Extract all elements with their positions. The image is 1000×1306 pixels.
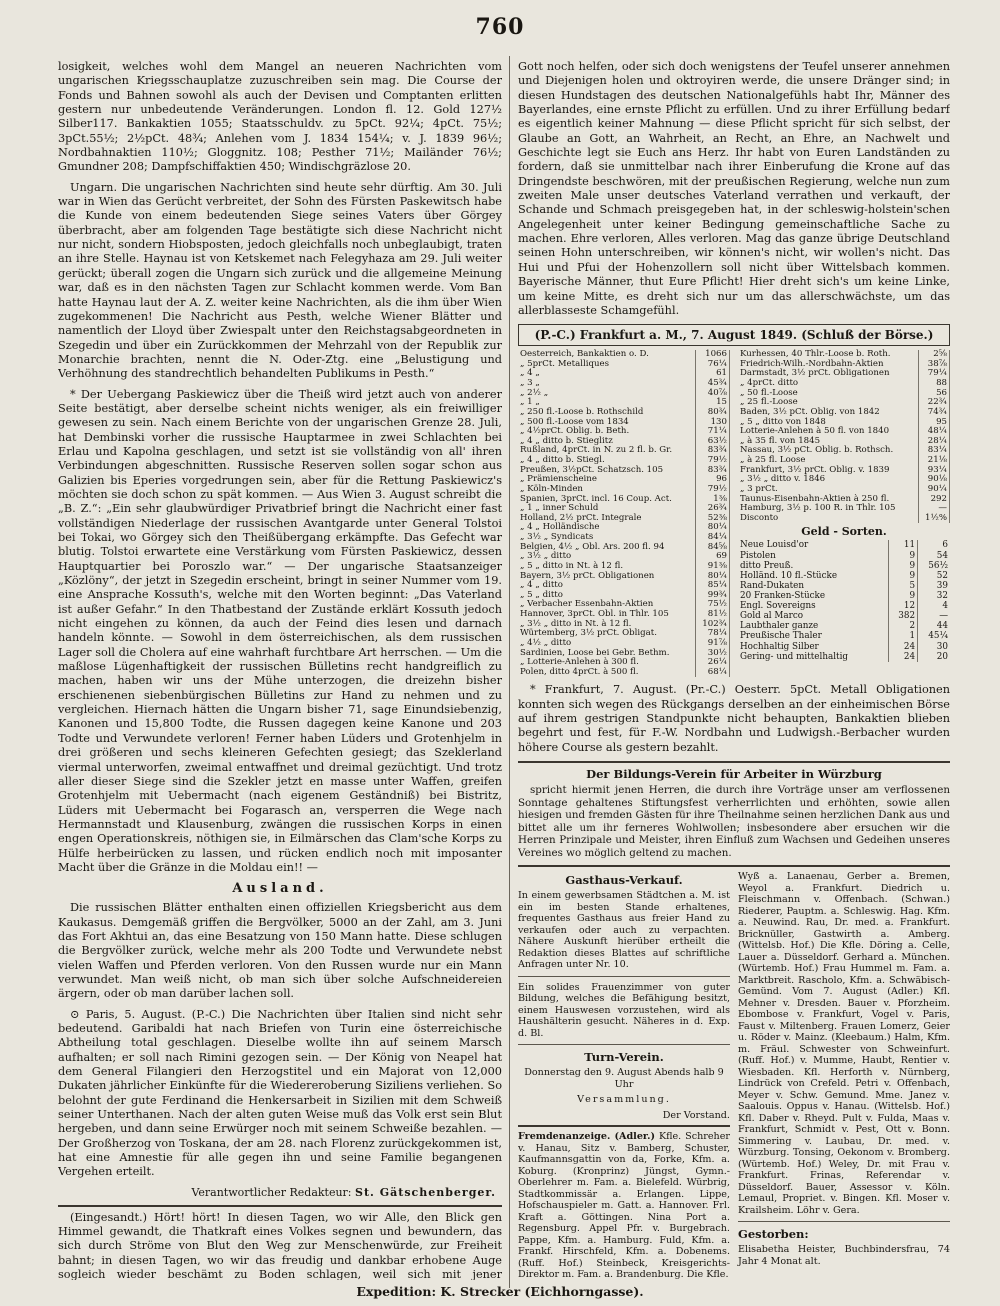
- geld-value: 56½: [918, 561, 950, 571]
- boerse-left-value: 40⅞: [696, 389, 730, 399]
- article-frankfurt-markets: * Frankfurt, 7. August. (Pr.-C.) Oesterr. 5pCt. Metall Obligationen konnten sich wegen des Rückgangs derselben an der einheimischen Börse auf ihrem gestrigen Standpunkte nicht behaupten, Bankaktien blieben begehrt und fest, für F.-W. Nordbahn und Ludwigsh.-Berbacher wurden höhere Course als gestern bezahlt.: [518, 683, 950, 754]
- rule: [518, 1044, 730, 1045]
- boerse-right-label: „ à 25 fl. Loose: [740, 455, 806, 466]
- boerse-right-value: 90⅛: [919, 475, 950, 485]
- geld-value: 382: [888, 611, 917, 621]
- boerse-right-value: 21⅛: [919, 456, 950, 466]
- editor-label: Verantwortlicher Redakteur:: [191, 1185, 352, 1199]
- boerse-left-label: „ 4½prCt. Oblig. b. Beth.: [520, 426, 630, 437]
- geld-value: 9: [888, 591, 917, 601]
- boerse-left-value: 91⅜: [696, 562, 730, 572]
- boerse-left-label: „ 1 „ inner Schuld: [520, 503, 599, 514]
- section-heading-ausland: Ausland.: [232, 881, 328, 897]
- geld-label: Laubthaler ganze: [740, 621, 819, 632]
- ad-haushaelterin-text: Ein solides Frauenzimmer von guter Bildung, welches die Befähigung besitzt, einem Hauswesen vorzustehen, wird als Haushälterin gesucht. Näheres in d. Exp. d. Bl.: [518, 981, 730, 1039]
- boerse-right-label: Disconto: [740, 512, 779, 523]
- article-eingesandt: (Eingesandt.) Hört! hört! In diesen Tagen, wo wir Alle, den Blick gen Himmel gewandt, die Thatkraft eines Volkes segnen und bewundern, das sich durch Ströme von Blut den Weg zur Menschenwürde, zur Freiheit bahnt; in diesen Tagen, wo wir das freudig und dankbar erhobene Auge sogleich wieder beschämt zu Boden schlagen, weil sich mit jener: [58, 1210, 502, 1280]
- boerse-right-label: „ 4prCt. ditto: [740, 378, 799, 389]
- boerse-left-value: 81½: [696, 610, 730, 620]
- boerse-left-label: „ 3½ „ Syndicats: [520, 532, 594, 543]
- boerse-left-value: 45¾: [696, 379, 730, 389]
- boerse-left-value: 76¼: [696, 360, 730, 370]
- article-kaukasus: Die russischen Blätter enthalten einen offiziellen Kriegsbericht aus dem Kaukasus. Demgemäß griffen die Bergvölker, 5000 an der Zahl, am 3. Juni das Fort Akhtui an, das eine Besatzung von 150 Mann hatte. Diese schlugen die Bergvölker zurück, welche mehr als 200 Todte und Verwundete nebst vielen Waffen und Pferden verloren. Von den Russen wurde nur ein Mann verwundet. Man weiß nicht, ob man sich über solche Aufschneidereien ärgern, oder ob man darüber lachen soll.: [58, 901, 502, 1001]
- boerse-right-label: Nassau, 3½ pCt. Oblig. b. Rothsch.: [740, 445, 894, 456]
- article-paskiewicz: * Der Uebergang Paskiewicz über die Theiß wird jetzt auch von anderer Seite bestätigt, aber derselbe scheint nichts weniger, als ein freiwilliger gewesen zu sein. Nach einem Berichte von der ungarischen Grenze 28. Juli, hat Dembinski vorher die russische Hauptarmee in zwei Schlachten bei Erlau und Kapolna geschlagen, und setzt ist sie vollständig von all' ihren Verbindungen abgeschnitten. Russische Reserven sollen sogar schon aus Galizien bis Eperies vorgedrungen sein, aber für die Rettung Paskiewicz's möchten sie doch schon zu spät kommen. — Aus Wien 3. August schreibt die „B. Z.“: „Ein sehr glaubwürdiger Privatbrief bringt die Nachricht einer fast vollständigen Niederlage der russischen Avantgarde unter General Tolstoi bei Tokai, wo Görgey sich den Theißübergang erkämpfte. Das Gefecht war blutig. Tolstoi erwartete eine Verstärkung vom Fürsten Paskiewicz, dessen Hauptquartier bei Poroszlo war.“ — Der ungarische Staatsanzeiger „Közlöny“, der jetzt in Szegedin erscheint, bringt in seiner Nummer vom 19. eine Ansprache Kossuth's, welche mit den Worten beginnt: „Das Vaterland ist außer Gefahr.“ In den Thatbestand der Zustände erklärt Kossuth jedoch nicht eingehen zu können, da auch der Feind dies lesen und darnach handeln könnte. — Sowohl in dem österreichischen, als dem russischen Lager soll die Cholera auf eine wahrhaft furchtbare Art herrschen. — Um die maßlose Lügenhaftigkeit der russischen Bülletins recht handgreiflich zu machen, haben wir uns der Mühe unterzogen, die dreizehn bisher erschienenen siebenbürgischen Bülletins zur Hand zu nehmen und zu vergleichen. Hiernach hätten die Ungarn bisher 71, sage Einundsiebenzig, Kanonen und 15,800 Todte, die Russen dagegen keine Kanone und 203 Todte und Verwundete verloren! Ferner haben Lüders und Grotenhjelm in drei größeren und sechs kleineren Gefechten gesiegt; das Szeklerland viermal unterworfen, zweimal entwaffnet und dreimal gezüchtigt. Und trotz aller dieser Siege sind die Szekler jetzt en masse unter Waffen, greifen Grotenhjelm mit Uebermacht (nach eigenem Geständniß) bei Bistritz, Lüders mit Uebermacht bei Fogarasch an, versperren die Wege nach Hermannstadt und Klausenburg, zwängen die russischen Korps in einen engen Operationskreis, nöthigen sie, in Eilmärschen das Clam'sche Korps zu Hülfe herbeirücken zu lassen, und rücken endlich noch mit imposanter Macht über die Gränze in die Moldau ein!! —: [58, 387, 502, 874]
- geld-row: [738, 652, 950, 662]
- boerse-left-label: Belgien, 4½ „ Obl. Ars. 200 fl. 94: [520, 541, 665, 552]
- boerse-right-value: —: [919, 504, 950, 514]
- boerse-table-left: [518, 350, 730, 677]
- boerse-left-label: „ 3½ „ ditto: [520, 551, 572, 562]
- boerse-left-value: 26¼: [696, 658, 730, 668]
- rule: [58, 1205, 502, 1207]
- ad-gasthaus-title: Gasthaus-Verkauf.: [565, 873, 683, 888]
- geld-value: 39: [918, 581, 950, 591]
- geld-label: Holländ. 10 fl.-Stücke: [740, 570, 838, 581]
- boerse-left-label: „ 5 „ ditto in Nt. à 12 fl.: [520, 560, 624, 571]
- ad-bildungsverein-title: Der Bildungs-Verein für Arbeiter in Würzburg: [586, 767, 882, 782]
- boerse-right-value: 83¼: [919, 446, 950, 456]
- geld-label: Rand-Dukaten: [740, 580, 805, 591]
- article-fonds: losigkeit, welches wohl dem Mangel an neueren Nachrichten vom ungarischen Kriegsschauplatze zuzuschreiben sein mag. Die Course der Fonds und Bahnen sowohl als auch der Devisen und Comptanten erlitten gestern nur unbedeutende Veränderungen. London fl. 12. Gold 127½ Silber117. Bankaktien 1055; Staatsschuldv. zu 5pCt. 92¼; 4pCt. 75½; 3pCt.55½; 2½pCt. 48¾; Anlehen vom J. 1834 154¼; v. J. 1839 96½; Nordbahnaktien 110½; Gloggnitz. 108; Pesther 71½; Mailänder 76½; Gmundner 208; Dampfschiffaktien 450; Windischgräzlose 20.: [58, 60, 502, 174]
- boerse-right-value: 79¼: [919, 369, 950, 379]
- boerse-left-label: Spanien, 3prCt. incl. 16 Coup. Act.: [520, 493, 672, 504]
- boerse-left-row: [518, 360, 730, 370]
- boerse-right-value: 48¼: [919, 427, 950, 437]
- deaths-title: Gestorben:: [738, 1227, 809, 1242]
- geld-row: [738, 642, 950, 652]
- geld-value: 12: [888, 601, 917, 611]
- ad-turnverein-text2: Versammlung.: [577, 1094, 671, 1106]
- boerse-left-value: 71¼: [696, 427, 730, 437]
- boerse-left-value: 85¼: [696, 581, 730, 591]
- boerse-left-value: 1⅜: [696, 495, 730, 505]
- geld-value: 9: [888, 571, 917, 581]
- left-column: [58, 60, 502, 1280]
- geld-value: 4: [918, 601, 950, 611]
- boerse-left-value: 79½: [696, 456, 730, 466]
- geld-value: 24: [888, 642, 917, 652]
- boerse-right-value: 2⅝: [919, 350, 950, 360]
- boerse-right-label: Darmstadt, 3½ prCt. Obligationen: [740, 368, 890, 379]
- editor-line: [58, 1186, 496, 1199]
- boerse-left-label: „ 4½ „ ditto: [520, 637, 572, 648]
- page-number: 760: [475, 14, 525, 40]
- boerse-left-label: „ Köln-Minden: [520, 483, 583, 494]
- boerse-left-value: 30½: [696, 649, 730, 659]
- ad-turnverein-sign: Der Vorstand.: [662, 1109, 730, 1121]
- boerse-left-value: 69: [696, 552, 730, 562]
- boerse-right-row: [738, 514, 950, 524]
- ad-bildungsverein-text: spricht hiermit jenen Herren, die durch ihre Vorträge unser am verflossenen Sonntage gehaltenes Stiftungsfest verherrlichten und erhöhten, sowie allen hiesigen und fremden Gästen für ihre Theilnahme seinen herzlichen Dank aus und bittet alle um ihr ferneres Wohlwollen; insbesondere aber ersuchen wir die Herren Prinzipale und Meister, ihren Einfluß zum Wachsen und Gedeihen unseres Vereines wo möglich geltend zu machen.: [518, 784, 950, 859]
- geld-row: [738, 601, 950, 611]
- boerse-left-row: [518, 389, 730, 399]
- geld-value: 52: [918, 571, 950, 581]
- article-eingesandt-cont: Gott noch helfen, oder sich doch wenigstens der Teufel unserer annehmen und Diejenigen holen und oktroyiren werde, die unsere Dränger sind; in diesen Hundstagen des deutschen Nationalgefühls habt Ihr, Männer des Bayerlandes, eine ernste Pflicht zu erfüllen. Und zu ihrer Erfüllung bedarf es eigentlich keiner Mahnung — diese Pflicht spricht für sich selbst, der Glaube an Gott, an Wahrheit, an Recht, an Ehre, an Nachwelt und Geschichte legt sie Euch ans Herz. Ihr habt von Euren Landständen zu fordern, daß sie unmittelbar nach ihrer Einberufung die Krone auf das Dringendste beschwören, mit der preußischen Regierung, welche nun zum zweiten Male unser deutsches Vaterland verrathen und verkauft, der Schande und Schmach preisgegeben hat, in der schleswig-holstein'schen Angelegenheit unter keiner Bedingung gemeinschaftliche Sache zu machen. Ehre verloren, Alles verloren. Mag das ganze übrige Deutschland seinen Hohn unterschreiben, wir können's nicht, wir wollen's nicht. Das Hui und Pfui der Hohenzollern soll nicht über Wittelsbach kommen. Bayerische Männer, thut Eure Pflicht! Hier dreht sich's um keine Linke, um keine Mitte, es dreht sich nur um das allerschwächste, um das allerblasseste Schamgefühl.: [518, 60, 950, 317]
- boerse-left-row: [518, 379, 730, 389]
- boerse-right-label: Frankfurt, 3½ prCt. Oblig. v. 1839: [740, 464, 890, 475]
- article-paris: ⊙ Paris, 5. August. (P.-C.) Die Nachrichten über Italien sind nicht sehr bedeutend. Garibaldi hat nach Briefen von Turin eine österreichische Abtheilung total geschlagen. Dieselbe wollte ihn auf seinem Marsch aufhalten; er soll nach Rimini gezogen sein. — Der König von Neapel hat dem General Filangieri den Herzogstitel und ein Majorat von 12,000 Dukaten jährlicher Einkünfte für die Wiedereroberung Siziliens verliehen. So belohnt der gute Ferdinand die Henkersarbeit in Sizilien mit dem Schweiß seiner Unterthanen. Nach der alten guten Weise muß das Volk erst sein Blut hergeben, und dann seine Erwürger noch mit seinem Schweiße bezahlen. — Der Großherzog von Toskana, der am 28. nach Florenz zurückgekommen ist, hat eine Amnestie für alle gegen ihn und seine Familie begangenen Vergehen erteilt.: [58, 1007, 502, 1179]
- geld-value: 2: [888, 621, 917, 631]
- boerse-right-value: 38⅞: [919, 360, 950, 370]
- geld-value: 1: [888, 631, 917, 641]
- boerse-left-value: 78¼: [696, 629, 730, 639]
- boerse-left-label: Rußland, 4prCt. in N. zu 2 fl. b. Gr.: [520, 445, 673, 456]
- article-ungarn: Ungarn. Die ungarischen Nachrichten sind heute sehr dürftig. Am 30. Juli war in Wien das Gerücht verbreitet, der Sohn des Fürsten Paskewitsch habe die Kunde von einem bedeutenden Siege seines Vaters über Görgey überbracht, aber am folgenden Tage bestätigte sich diese Nachricht nicht nur nicht, sondern Hiobsposten, jedoch gleichfalls noch unbeglaubigt, traten an ihre Stelle. Haynau ist von Ketskemet nach Felegyhaza am 29. Juli weiter gerückt; überall zogen die Ungarn sich zurück und die allgemeine Meinung war, daß es in den nächsten Tagen zur Schlacht kommen werde. Vom Ban hatte Haynau laut der A. Z. weiter keine Nachrichten, als die ihm über Wien zugekommenen! Die Nachricht aus Pesth, welche Wiener Blätter und namentlich der Lloyd über Zwiespalt unter den Reichstagsabgeordneten in Szegedin und über ein Zurückkommen der Mehrzahl von der Republik zur Monarchie brachten, nennt die N. Oder-Ztg. eine „Belustigung und Verhöhnung des standrechtlich behandelten Publikums in Pesth.“: [58, 180, 502, 381]
- boerse-left-row: [518, 369, 730, 379]
- geld-label: Hochhaltig Silber: [740, 641, 819, 652]
- expedition-footer: Expedition: K. Strecker (Eichhorngasse).: [356, 1284, 644, 1299]
- boerse-left-label: „ 3 „: [520, 378, 540, 389]
- geld-value: 45¼: [918, 631, 950, 641]
- geld-value: 20: [918, 652, 950, 662]
- arrivals-title: Fremdenanzeige. (Adler.): [518, 1131, 655, 1143]
- boerse-right-label: „ 3½ „ ditto v. 1846: [740, 474, 826, 485]
- boerse-left-label: „ 3½ „ ditto in Nt. à 12 fl.: [520, 618, 632, 629]
- boerse-left-label: Bayern, 3½ prCt. Obligationen: [520, 570, 655, 581]
- boerse-left-label: „ 500 fl.-Loose vom 1834: [520, 416, 629, 427]
- boerse-left-label: „ 2½ „: [520, 387, 549, 398]
- geld-value: 9: [888, 561, 917, 571]
- geld-value: 5: [888, 581, 917, 591]
- geld-row: [738, 561, 950, 571]
- boerse-left-label: „ Verbacher Essenbahn-Aktien: [520, 599, 654, 610]
- boerse-left-value: 84⅝: [696, 543, 730, 553]
- boerse-title: (P.-C.) Frankfurt a. M., 7. August 1849. (Schluß der Börse.): [518, 324, 950, 346]
- geld-value: 32: [918, 591, 950, 601]
- boerse-right-label: „ 3 prCt.: [740, 483, 778, 494]
- boerse-right-label: Hamburg, 3½ p. 100 R. in Thlr. 105: [740, 503, 896, 514]
- boerse-right-value: 56: [919, 389, 950, 399]
- boerse-left-label: „ Prämienscheine: [520, 474, 597, 485]
- geld-value: 44: [918, 621, 950, 631]
- boerse-left-label: Polen, ditto 4prCt. à 500 fl.: [520, 666, 639, 677]
- geld-row: [738, 551, 950, 561]
- boerse-right-label: Lotterie-Anlehen à 50 fl. von 1840: [740, 426, 890, 437]
- boerse-left-label: Würtemberg, 3½ prCt. Obligat.: [520, 628, 657, 639]
- boerse-table: [518, 350, 950, 677]
- arrivals-list-1: Kfle. Schreher v. Hanau, Sitz v. Bamberg, Schuster, Kaufmannsgattin von da, Forke, Kfm. a. Koburg. (Kronprinz) Jüngst, Gymn.-Oberlehrer m. Fam. a. Bielefeld. Würbrig, Stadtkommissär a. Erlangen. Lippe, Hofschauspieler m. Gatt. a. Hannover. Frl. Kraft a. Göttingen. Nina Port a. Regensburg. Appel Pfr. v. Burgebrach. Pappe, Kfm. a. Hamburg. Fuld, Kfm. a. Frankf. Hirschfeld, Kfm. a. Dobenems. (Ruff. Hof.) Steinbeck, Kreisgerichts-Direktor m. Fam. a. Brandenburg. Die Kfle.: [518, 1131, 730, 1280]
- boerse-left-label: Hannover, 3prCt. Obl. in Thlr. 105: [520, 609, 669, 620]
- boerse-left-value: 61: [696, 369, 730, 379]
- geld-row: [738, 621, 950, 631]
- boerse-right-label: „ 5 „ ditto von 1848: [740, 416, 826, 427]
- boerse-left-row: [518, 668, 730, 678]
- boerse-left-label: „ 250 fl.-Loose b. Rothschild: [520, 406, 644, 417]
- right-column: [518, 60, 950, 1280]
- boerse-right-value: 292: [919, 495, 950, 505]
- boerse-left-label: „ 4 „ Holländische: [520, 522, 600, 533]
- geld-row: [738, 591, 950, 601]
- geld-sorten-title: Geld - Sorten.: [801, 525, 887, 539]
- geld-value: 6: [918, 540, 950, 550]
- boerse-right-value: 93¼: [919, 466, 950, 476]
- geld-label: Neue Louisd'or: [740, 540, 809, 551]
- boerse-left-value: 63½: [696, 437, 730, 447]
- arrivals-text-1: [518, 1131, 730, 1280]
- geld-label: 20 Franken-Stücke: [740, 590, 826, 601]
- boerse-left-label: Holland, 2½ prCt. Integrale: [520, 512, 642, 523]
- boerse-right-value: 95: [919, 418, 950, 428]
- boerse-right-value: 1½%: [919, 514, 950, 524]
- boerse-right-value: 74¾: [919, 408, 950, 418]
- geld-row: [738, 540, 950, 550]
- ad-turnverein-title: Turn-Verein.: [584, 1050, 664, 1065]
- rule: [738, 1221, 950, 1222]
- boerse-left-value: 96: [696, 475, 730, 485]
- boerse-right-label: Baden, 3½ pCt. Oblig. von 1842: [740, 406, 880, 417]
- arrivals-list-2: Wyß a. Lanaenau, Gerber a. Bremen, Weyol a. Frankfurt. Diedrich u. Fleischmann v. Offenbach. (Schwan.) Riederer, Pauptm. a. Schleswig. Hag. Kfm. a. Neuwind. Rau, Dr. med. a. Frankfurt. Bricknüller, Gastwirth a. Amberg. (Wittelsb. Hof.) Die Kfle. Döring a. Celle, Lauer a. Düsseldorf. Gerhard a. München. (Würtemb. Hof.) Frau Hummel m. Fam. a. Marktbreit. Rascholo, Kfm. a. Schwäbisch-Gemünd. Vom 7. August (Adler.) Kfl. Mehner v. Dresden. Bauer v. Pforzheim. Ebombose v. Frankfurt, Vogel v. Paris, Faust v. Miltenberg. Frauen Lomerz, Geier u. Röder v. Mainz. (Kleebaum.) Halm, Kfm. m. Fräul. Schwester von Schweinfurt. (Ruff. Hof.) v. Mumme, Haubt, Rentier v. Wiesbaden. Kfl. Herforth v. Nürnberg, Lindrück von Crefeld. Petri v. Offenbach, Meyer v. Schw. Gemund. Mme. Janez v. Saalouis. Oppus v. Hanau. (Wittelsb. Hof.) Kfl. Daber v. Rheyd. Pult v. Fulda, Maas v. Frankfurt, Schmidt v. Pest, Ott v. Bonn. Simmering v. Laubau, Dr. med. v. Würzburg. Tonsing, Oekonom v. Bromberg. (Würtemb. Hof.) Weley, Dr. mit Frau v. Frankfurt. Frinas, Referendar v. Düsseldorf. Bauer, Assessor v. Köln. Lemaul, Propriet. v. Bingen. Kfl. Moser v. Krailsheim. Löhr v. Gera.: [738, 871, 950, 1216]
- ad-gasthaus-text: In einem gewerbsamen Städtchen a. M. ist ein im besten Stande erhaltenes, frequentes Gasthaus aus freier Hand zu verkaufen oder auch zu verpachten. Nähere Auskunft hierüber ertheilt die Redaktion dieses Blattes auf schriftliche Anfragen unter Nr. 10.: [518, 890, 730, 971]
- boerse-left-value: 83¾: [696, 466, 730, 476]
- boerse-left-value: 80¼: [696, 523, 730, 533]
- boerse-right-value: 28¼: [919, 437, 950, 447]
- boerse-left-value: 102¾: [696, 620, 730, 630]
- geld-sorten-table: [738, 540, 950, 661]
- boerse-right-label: Kurhessen, 40 Thlr.-Loose b. Roth.: [740, 349, 891, 360]
- geld-row: [738, 581, 950, 591]
- geld-value: —: [918, 611, 950, 621]
- boerse-left-label: Sardinien, Loose bei Gebr. Bethm.: [520, 647, 670, 658]
- geld-label: Gold al Marco: [740, 611, 804, 622]
- rule: [518, 865, 950, 867]
- geld-label: Preußische Thaler: [740, 631, 822, 642]
- geld-row: [738, 571, 950, 581]
- boerse-right-label: „ à 35 fl. von 1845: [740, 435, 821, 446]
- boerse-left-value: 84¼: [696, 533, 730, 543]
- boerse-left-value: 1066: [696, 350, 730, 360]
- boerse-left-value: 15: [696, 398, 730, 408]
- geld-label: ditto Preuß.: [740, 560, 794, 571]
- boerse-right-label: Taunus-Eisenbahn-Aktien à 250 fl.: [740, 493, 890, 504]
- boerse-left-label: „ 1 „: [520, 397, 540, 408]
- boerse-left-label: Oesterreich, Bankaktien o. D.: [520, 349, 649, 360]
- geld-value: 9: [888, 551, 917, 561]
- boerse-right-value: 88: [919, 379, 950, 389]
- geld-value: 30: [918, 642, 950, 652]
- boerse-left-value: 83¾: [696, 446, 730, 456]
- rule: [518, 761, 950, 763]
- geld-label: Pistolen: [740, 550, 776, 561]
- boerse-left-value: 99¾: [696, 591, 730, 601]
- boerse-left-value: 91⅞: [696, 639, 730, 649]
- geld-value: 24: [888, 652, 917, 662]
- boerse-left-value: 26¾: [696, 504, 730, 514]
- boerse-right-label: Friedrich-Wilh.-Nordbahn-Aktien: [740, 358, 884, 369]
- boerse-left-value: 52⅜: [696, 514, 730, 524]
- boerse-left-value: 79½: [696, 485, 730, 495]
- geld-label: Gering- und mittelhaltig: [740, 651, 849, 662]
- boerse-right-value: 90¼: [919, 485, 950, 495]
- ad-turnverein-text: Donnerstag den 9. August Abends halb 9 Uhr: [524, 1067, 724, 1090]
- boerse-left-label: „ 4 „ ditto: [520, 580, 563, 591]
- geld-label: Engl. Sovereigns: [740, 601, 816, 612]
- boerse-right-label: „ 25 fl.-Loose: [740, 397, 798, 408]
- rule: [518, 1125, 730, 1127]
- boerse-left-value: 75½: [696, 600, 730, 610]
- geld-row: [738, 611, 950, 621]
- deaths-text: Elisabetha Heister, Buchbindersfrau, 74 Jahr 4 Monat alt.: [738, 1244, 950, 1267]
- boerse-left-value: 80¼: [696, 572, 730, 582]
- geld-row: [738, 631, 950, 641]
- boerse-left-label: „ 5 „ ditto: [520, 589, 563, 600]
- geld-value: 54: [918, 551, 950, 561]
- column-divider: [509, 56, 510, 1288]
- boerse-table-right: [738, 350, 950, 523]
- boerse-left-label: „ 4 „: [520, 368, 540, 379]
- boerse-left-label: Preußen, 3½pCt. Schatzsch. 105: [520, 464, 664, 475]
- rule: [518, 976, 730, 977]
- boerse-left-value: 68¼: [696, 668, 730, 678]
- boerse-left-label: „ 4 „ ditto b. Stieglitz: [520, 435, 613, 446]
- boerse-left-label: „ 4 „ ditto b. Stiegl.: [520, 455, 605, 466]
- boerse-left-label: „ Lotterie-Anlehen à 300 fl.: [520, 657, 639, 668]
- boerse-left-label: „ 5prCt. Metalliques: [520, 358, 609, 369]
- boerse-right-label: „ 50 fl.-Loose: [740, 387, 798, 398]
- boerse-right-value: 22¾: [919, 398, 950, 408]
- boerse-left-value: 80¾: [696, 408, 730, 418]
- editor-name: St. Gätschenberger.: [355, 1185, 496, 1199]
- ads-and-arrivals: [518, 871, 950, 1280]
- geld-value: 11: [888, 540, 917, 550]
- boerse-left-value: 130: [696, 418, 730, 428]
